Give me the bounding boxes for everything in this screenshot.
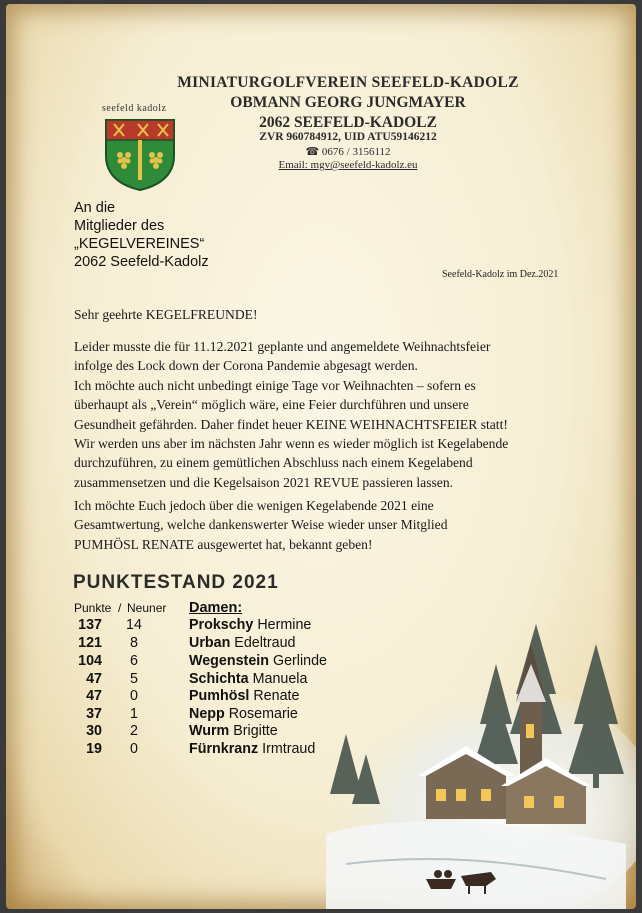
recipient-line-3: „KEGELVEREINES“ <box>74 236 205 252</box>
table-row <box>6 653 636 671</box>
row-nines: 8 <box>130 635 138 651</box>
salutation: Sehr geehrte KEGELFREUNDE! <box>74 307 258 322</box>
club-city: 2062 SEEFELD-KADOLZ <box>259 114 437 131</box>
paragraph-line: Leider musste die für 11.12.2021 geplante und angemeldete Weihnachtsfeier <box>74 339 491 354</box>
paragraph-line: Gesamtwertung, welche dankenswerter Weise wieder unser Mitglied <box>74 517 448 533</box>
row-firstname: Brigitte <box>233 723 278 739</box>
email-link[interactable]: Email: mgv@seefeld-kadolz.eu <box>278 159 418 171</box>
row-firstname: Gerlinde <box>272 653 328 669</box>
row-surname: Prokschy <box>189 617 254 633</box>
row-points: 137 <box>78 617 102 633</box>
row-surname: Pumhösl <box>189 688 250 704</box>
row-surname: Schichta <box>189 671 249 687</box>
paragraph-line: infolge des Lock down der Corona Pandemie abgesagt werden. <box>74 358 418 374</box>
row-name <box>189 706 298 722</box>
table-row <box>6 617 636 635</box>
row-surname: Wurm <box>189 723 230 739</box>
recipient-line-2: Mitglieder des <box>74 218 165 234</box>
row-nines: 2 <box>130 723 138 739</box>
row-points: 104 <box>78 653 102 669</box>
paragraph-line: Wir werden uns aber im nächsten Jahr wenn es wieder möglich ist Kegelabende <box>74 436 509 452</box>
table-row <box>6 706 636 724</box>
letter-page <box>6 4 636 909</box>
row-points: 19 <box>86 741 102 757</box>
column-header-points: Punkte <box>74 601 112 615</box>
crest-caption: seefeld kadolz <box>102 103 167 114</box>
column-header-nines: Neuner <box>127 601 167 615</box>
row-surname: Nepp <box>189 706 225 722</box>
paragraph-line: Gesundheit gefährden. Daher findet heuer KEINE WEIHNACHTSFEIER statt! <box>74 416 508 432</box>
phone-icon: ☎ <box>305 146 322 158</box>
paragraph-line: überhaupt als „Verein“ möglich wäre, eine Feier durchführen und unsere <box>74 397 469 413</box>
row-firstname: Renate <box>253 688 300 704</box>
paragraph-1 <box>74 337 508 492</box>
row-points: 121 <box>78 635 102 651</box>
standings-title: PUNKTESTAND 2021 <box>73 572 279 593</box>
row-firstname: Irmtraud <box>262 741 316 757</box>
table-row <box>6 741 636 759</box>
row-points: 47 <box>86 671 102 687</box>
row-name <box>189 688 299 704</box>
row-nines: 14 <box>126 617 142 633</box>
chairman-name: OBMANN GEORG JUNGMAYER <box>230 94 466 111</box>
row-points: 30 <box>86 723 102 739</box>
row-surname: Wegenstein <box>189 653 269 669</box>
row-points: 37 <box>86 706 102 722</box>
table-row <box>6 671 636 689</box>
row-name <box>189 671 307 687</box>
paragraph-line: Ich möchte Euch jedoch über die wenigen Kegelabende 2021 eine <box>74 498 434 513</box>
table-row <box>6 723 636 741</box>
column-header-separator: / <box>118 601 122 615</box>
row-name <box>189 741 315 757</box>
registry-numbers: ZVR 960784912, UID ATU59146212 <box>259 131 437 143</box>
row-name <box>189 723 278 739</box>
row-firstname: Rosemarie <box>228 706 298 722</box>
row-firstname: Edeltraud <box>234 635 296 651</box>
row-name <box>189 635 296 651</box>
paragraph-2 <box>74 496 448 554</box>
row-nines: 5 <box>130 671 138 687</box>
table-row <box>6 688 636 706</box>
club-name: MINIATURGOLFVEREIN SEEFELD-KADOLZ <box>177 74 519 91</box>
table-row <box>6 635 636 653</box>
phone-line <box>6 145 636 158</box>
row-nines: 0 <box>130 688 138 704</box>
row-name <box>189 653 327 669</box>
letter-date: Seefeld-Kadolz im Dez.2021 <box>442 269 559 280</box>
row-nines: 6 <box>130 653 138 669</box>
row-firstname: Hermine <box>257 617 312 633</box>
group-label-women: Damen: <box>189 600 243 616</box>
paragraph-line: zusammensetzen und die Kegelsaison 2021 REVUE passieren lassen. <box>74 474 454 490</box>
recipient-line-1: An die <box>74 200 116 216</box>
row-points: 47 <box>86 688 102 704</box>
recipient-line-4: 2062 Seefeld-Kadolz <box>74 254 209 270</box>
row-nines: 0 <box>130 741 138 757</box>
phone-number: 0676 / 3156112 <box>321 146 391 158</box>
paragraph-line: durchzuführen, zu einem gemütlichen Abschluss nach einem Kegelabend <box>74 455 473 471</box>
row-surname: Fürnkranz <box>189 741 259 757</box>
paragraph-line: PUMHÖSL RENATE ausgewertet hat, bekannt geben! <box>74 536 373 552</box>
row-name <box>189 617 311 633</box>
row-nines: 1 <box>130 706 138 722</box>
row-surname: Urban <box>189 635 231 651</box>
row-firstname: Manuela <box>252 671 308 687</box>
paragraph-line: Ich möchte auch nicht unbedingt einige Tage vor Weihnachten – sofern es <box>74 377 476 393</box>
